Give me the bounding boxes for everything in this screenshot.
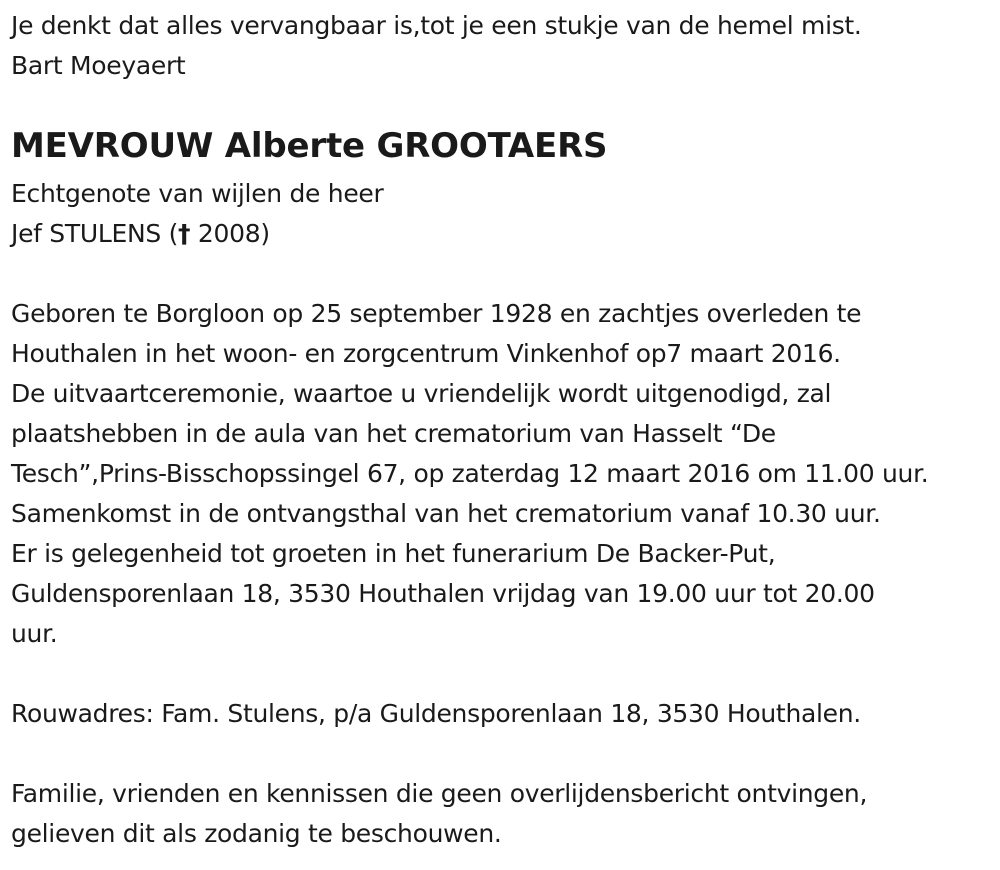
mourning-address <box>11 694 861 734</box>
family-note-line: gelieven dit als zodanig te beschouwen. <box>11 819 502 848</box>
family-note <box>11 774 867 854</box>
details-block <box>11 294 928 654</box>
details-line: Houthalen in het woon- en zorgcentrum Vinkenhof op7 maart 2016. <box>11 339 841 368</box>
quote-author: Bart Moeyaert <box>11 51 186 80</box>
details-line: Er is gelegenheid tot groeten in het funerarium De Backer-Put, <box>11 539 776 568</box>
family-note-line: Familie, vrienden en kennissen die geen overlijdensbericht ontvingen, <box>11 779 868 808</box>
details-line: Geboren te Borgloon op 25 september 1928 en zachtjes overleden te <box>11 299 862 328</box>
details-line: Tesch”,Prins-Bisschopssingel 67, op zaterdag 12 maart 2016 om 11.00 uur. <box>11 459 929 488</box>
details-line: uur. <box>11 619 58 648</box>
spouse-death-year: 2008) <box>190 219 270 248</box>
spouse-name: Jef STULENS ( <box>11 219 179 248</box>
details-line: Guldensporenlaan 18, 3530 Houthalen vrijdag van 19.00 uur tot 20.00 <box>11 579 875 608</box>
details-line: plaatshebben in de aula van het crematorium van Hasselt “De <box>11 419 776 448</box>
spouse-block <box>11 174 383 254</box>
details-line: Samenkomst in de ontvangsthal van het crematorium vanaf 10.30 uur. <box>11 499 881 528</box>
spouse-name-line <box>11 214 383 254</box>
spouse-intro: Echtgenote van wijlen de heer <box>11 179 384 208</box>
mourning-address-text: Rouwadres: Fam. Stulens, p/a Guldensporenlaan 18, 3530 Houthalen. <box>11 699 861 728</box>
quote-block <box>11 6 862 86</box>
details-line: De uitvaartceremonie, waartoe u vriendelijk wordt uitgenodigd, zal <box>11 379 832 408</box>
deceased-name: MEVROUW Alberte GROOTAERS <box>11 126 608 166</box>
quote-text: Je denkt dat alles vervangbaar is,tot je een stukje van de hemel mist. <box>11 11 862 40</box>
cross-icon: † <box>178 219 191 248</box>
